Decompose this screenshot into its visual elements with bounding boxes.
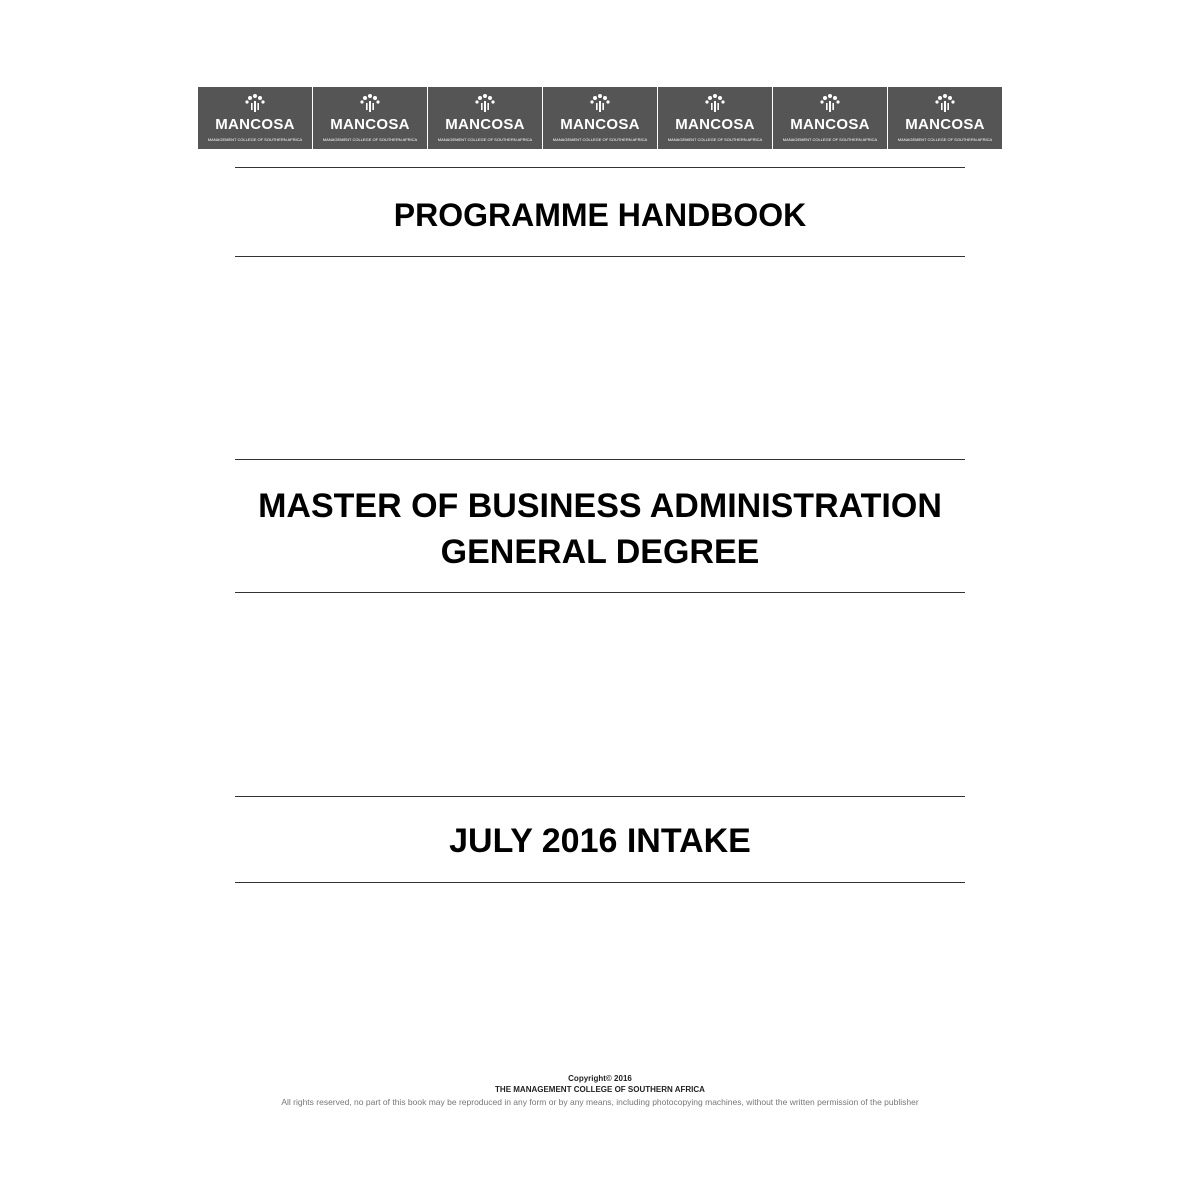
- logo-tagline: MANAGEMENT COLLEGE OF SOUTHERN AFRICA: [897, 137, 993, 142]
- divider-rule: [235, 796, 965, 797]
- tree-crest-icon: [474, 93, 496, 113]
- logo-tagline: MANAGEMENT COLLEGE OF SOUTHERN AFRICA: [207, 137, 303, 142]
- mancosa-logo-tile: [543, 87, 657, 149]
- tree-crest-icon: [244, 93, 266, 113]
- divider-rule: [235, 592, 965, 593]
- logo-tagline: MANAGEMENT COLLEGE OF SOUTHERN AFRICA: [437, 137, 533, 142]
- logo-tagline: MANAGEMENT COLLEGE OF SOUTHERN AFRICA: [552, 137, 648, 142]
- tree-crest-icon: [589, 93, 611, 113]
- institution-name: THE MANAGEMENT COLLEGE OF SOUTHERN AFRICA: [495, 1085, 705, 1094]
- rights-notice: All rights reserved, no part of this book may be reproduced in any form or by any means, including photocopying machines, without the written permission of the publisher: [281, 1097, 919, 1107]
- document-title: PROGRAMME HANDBOOK: [393, 197, 807, 233]
- mancosa-logo-tile: [658, 87, 772, 149]
- logo-tagline: MANAGEMENT COLLEGE OF SOUTHERN AFRICA: [667, 137, 763, 142]
- mancosa-logo-tile: [313, 87, 427, 149]
- mancosa-logo-tile: [888, 87, 1002, 149]
- logo-wordmark: MANCOSA: [445, 116, 525, 133]
- divider-rule: [235, 167, 965, 168]
- logo-wordmark: MANCOSA: [675, 116, 755, 133]
- mancosa-logo-tile: [428, 87, 542, 149]
- tree-crest-icon: [819, 93, 841, 113]
- logo-wordmark: MANCOSA: [215, 116, 295, 133]
- tree-crest-icon: [704, 93, 726, 113]
- mancosa-logo-tile: [773, 87, 887, 149]
- divider-rule: [235, 882, 965, 883]
- logo-wordmark: MANCOSA: [560, 116, 640, 133]
- logo-wordmark: MANCOSA: [905, 116, 985, 133]
- copyright-notice: Copyright© 2016: [568, 1074, 632, 1083]
- divider-rule: [235, 459, 965, 460]
- logo-wordmark: MANCOSA: [330, 116, 410, 133]
- intake-title: JULY 2016 INTAKE: [449, 822, 751, 860]
- tree-crest-icon: [934, 93, 956, 113]
- logo-tagline: MANAGEMENT COLLEGE OF SOUTHERN AFRICA: [782, 137, 878, 142]
- tree-crest-icon: [359, 93, 381, 113]
- logo-wordmark: MANCOSA: [790, 116, 870, 133]
- divider-rule: [235, 256, 965, 257]
- logo-banner: [198, 87, 1002, 149]
- logo-tagline: MANAGEMENT COLLEGE OF SOUTHERN AFRICA: [322, 137, 418, 142]
- degree-title-line1: MASTER OF BUSINESS ADMINISTRATION: [258, 487, 942, 525]
- degree-title-line2: GENERAL DEGREE: [440, 533, 760, 571]
- mancosa-logo-tile: [198, 87, 312, 149]
